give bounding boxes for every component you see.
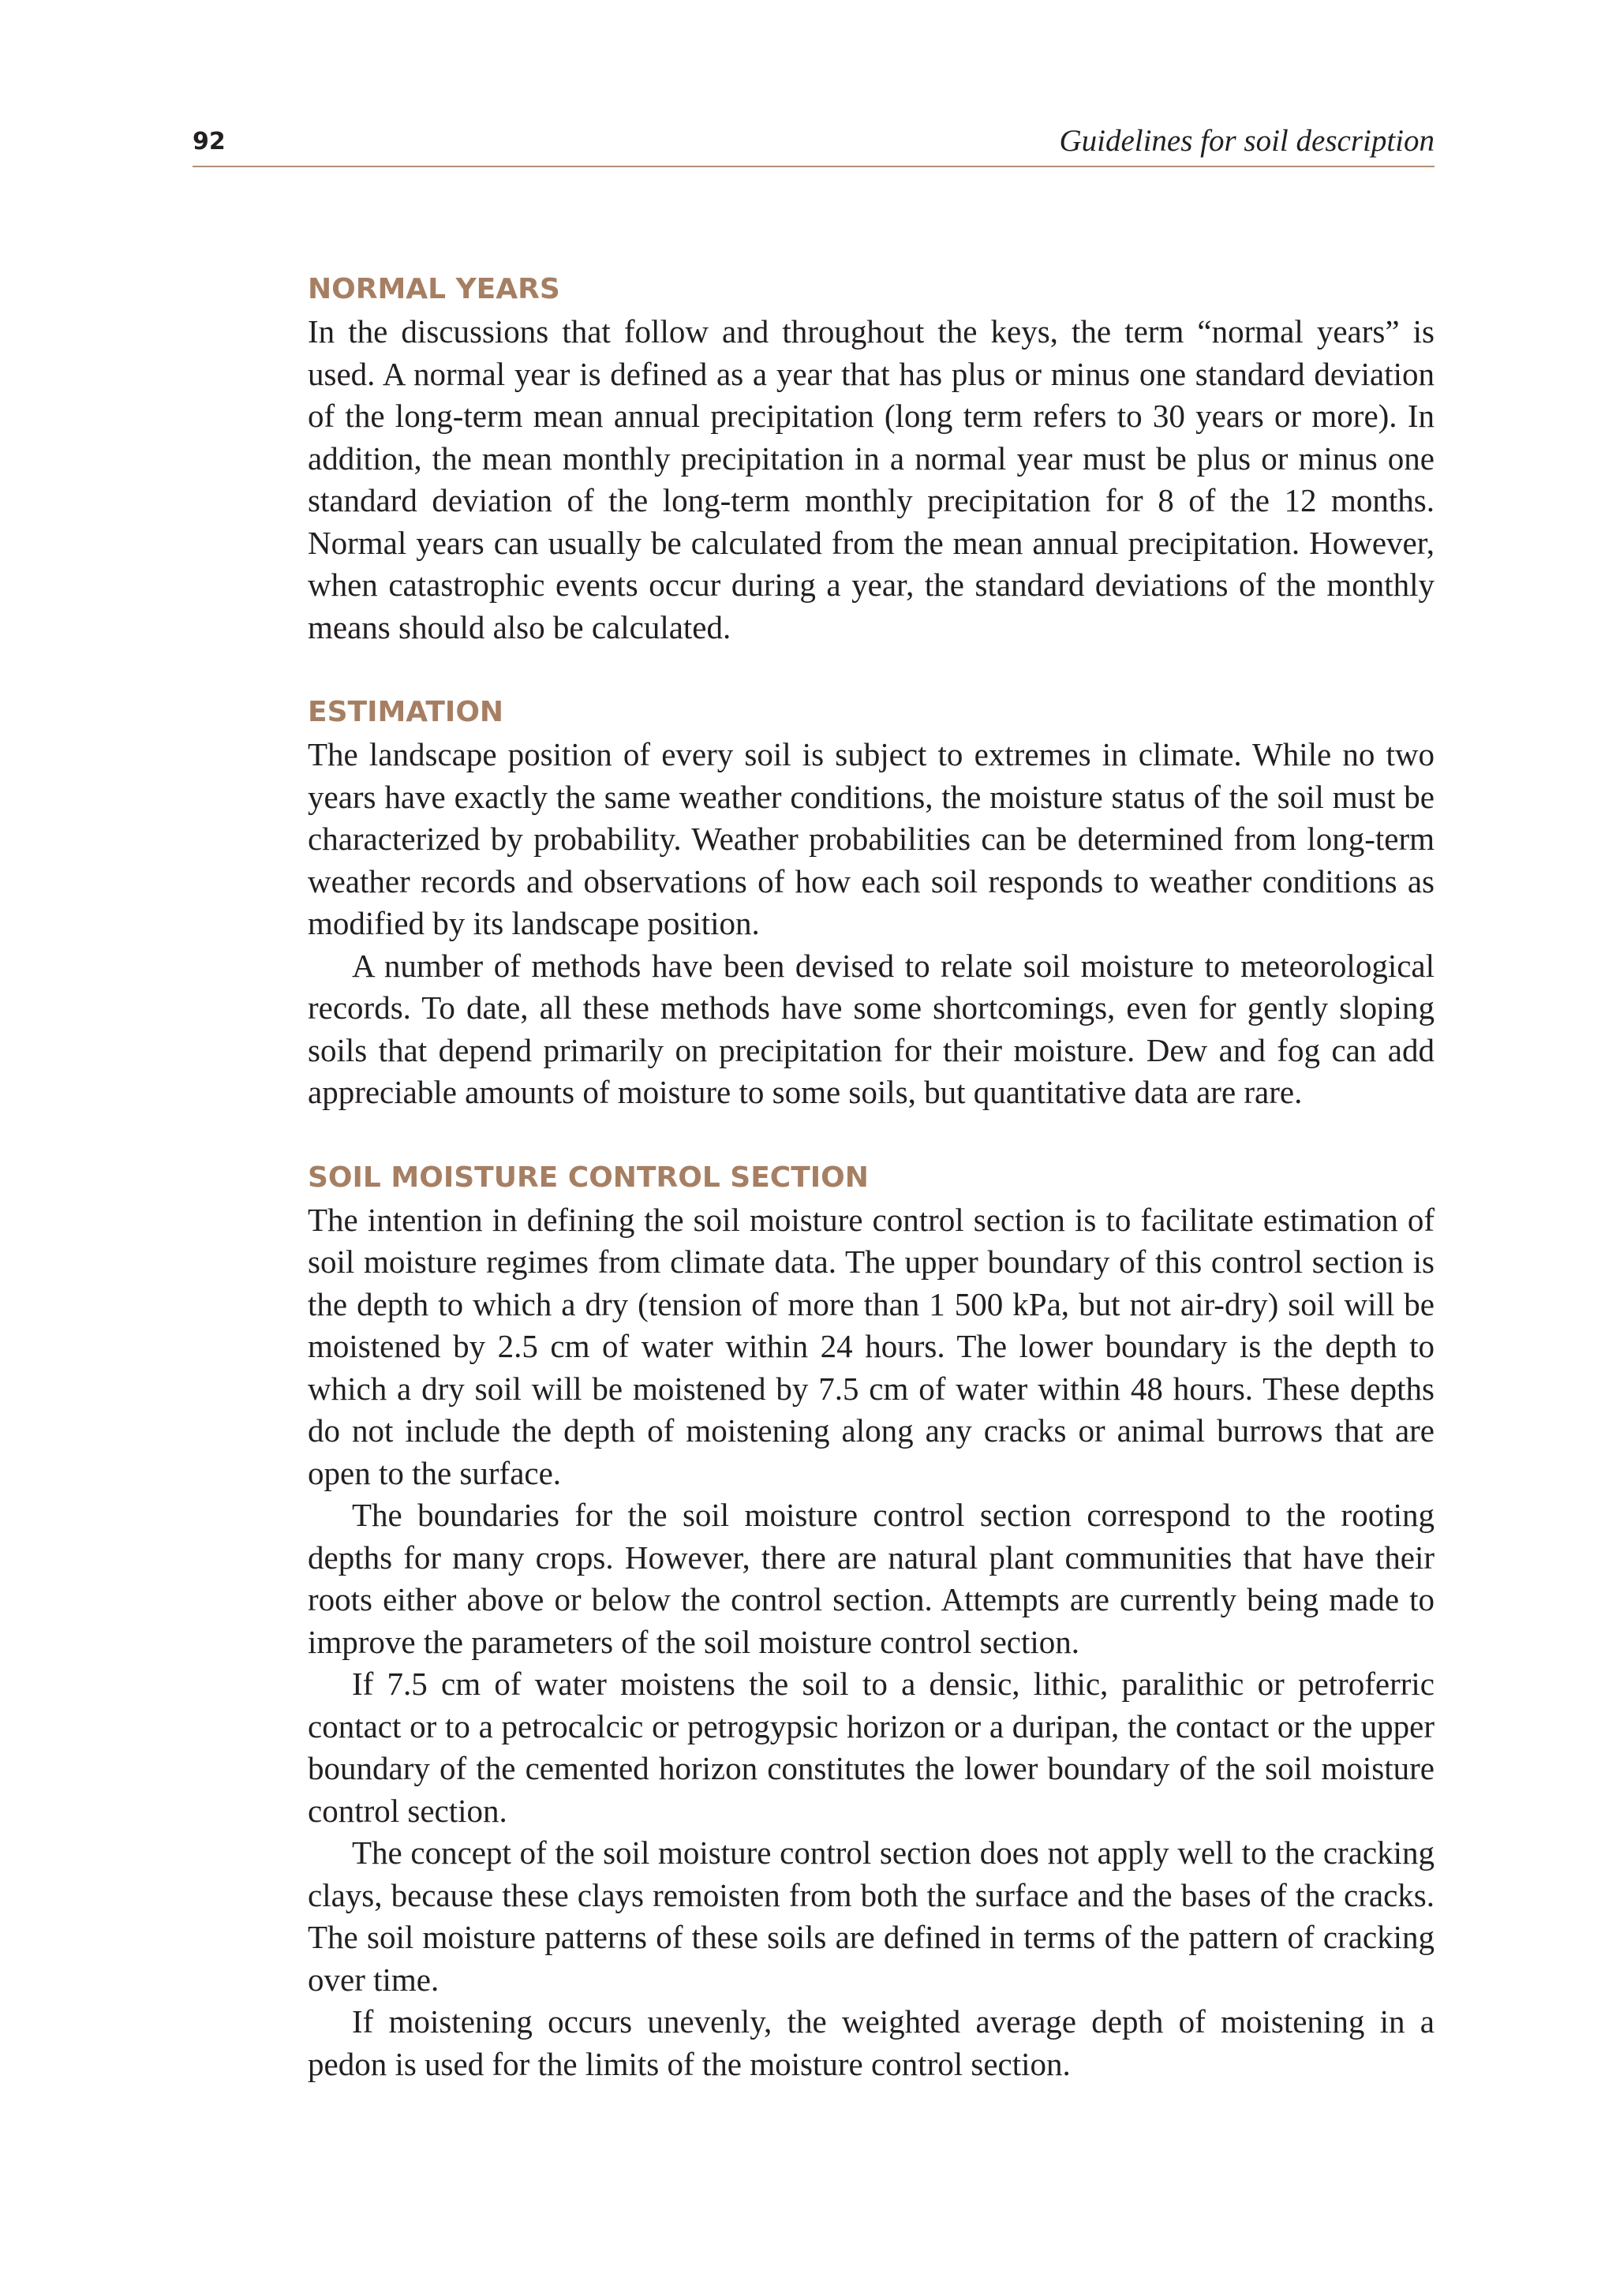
paragraph: The landscape position of every soil is subject to extremes in climate. While no two years have exactly the same weather conditions, the moisture status of the soil must be characterized by probability. Weather probabilities can be determined from long-term weather records and observations of how each soil responds to weather conditions as modified by its landscape position. (308, 736, 1435, 941)
paragraph: The boundaries for the soil moisture control section correspond to the rooting depths for many crops. However, there are natural plant communities that have their roots either above or below the control section. Attempts are currently being made to improve the parameters of the soil moisture control section. (308, 1497, 1435, 1660)
paragraph: If moistening occurs unevenly, the weighted average depth of moistening in a pedon is used for the limits of the moisture control section. (308, 2003, 1435, 2082)
section-heading: NORMAL YEARS (308, 273, 560, 305)
paragraph: If 7.5 cm of water moistens the soil to a densic, lithic, paralithic or petroferric contact or to a petrocalcic or petrogypsic horizon or a duripan, the contact or the upper boundary of the cemented horizon constitutes the lower boundary of the soil moisture control section. (308, 1666, 1435, 1829)
section-heading: ESTIMATION (308, 696, 504, 728)
running-head-title: Guidelines for soil description (1059, 124, 1435, 158)
paragraph: The intention in defining the soil moisture control section is to facilitate estimation of soil moisture regimes from climate data. The upper boundary of this control section is the depth to which a dry (tension of more than 1 500 kPa, but not air-dry) soil will be moistened by 2.5 cm of water within 24 hours. The lower boundary is the depth to which a dry soil will be moistened by 7.5 cm of water within 48 hours. These depths do not include the depth of moistening along any cracks or animal burrows that are open to the surface. (308, 1201, 1435, 1491)
page-body (308, 268, 1435, 2128)
section-soil-moisture-control (308, 1157, 1435, 2086)
paragraph: The concept of the soil moisture control section does not apply well to the cracking clays, because these clays remoisten from both the surface and the bases of the cracks. The soil moisture patterns of these soils are defined in terms of the pattern of cracking over time. (308, 1834, 1435, 1998)
paragraph: A number of methods have been devised to relate soil moisture to meteorological records. To date, all these methods have some shortcomings, even for gently sloping soils that depend primarily on precipitation for their moisture. Dew and fog can add appreciable amounts of moisture to some soils, but quantitative data are rare. (308, 947, 1435, 1110)
header-divider (193, 166, 1435, 167)
section-heading: SOIL MOISTURE CONTROL SECTION (308, 1161, 869, 1194)
section-normal-years (308, 268, 1435, 649)
page-number: 92 (193, 128, 226, 155)
section-estimation (308, 691, 1435, 1114)
paragraph: In the discussions that follow and throughout the keys, the term “normal years” is used. A normal year is defined as a year that has plus or minus one standard deviation of the long-term mean annual precipitation (long term refers to 30 years or more). In addition, the mean monthly precipitation in a normal year must be plus or minus one standard deviation of the long-term monthly precipitation for 8 of the 12 months. Normal years can usually be calculated from the mean annual precipitation. However, when catastrophic events occur during a year, the standard deviations of the monthly means should also be calculated. (308, 313, 1435, 645)
